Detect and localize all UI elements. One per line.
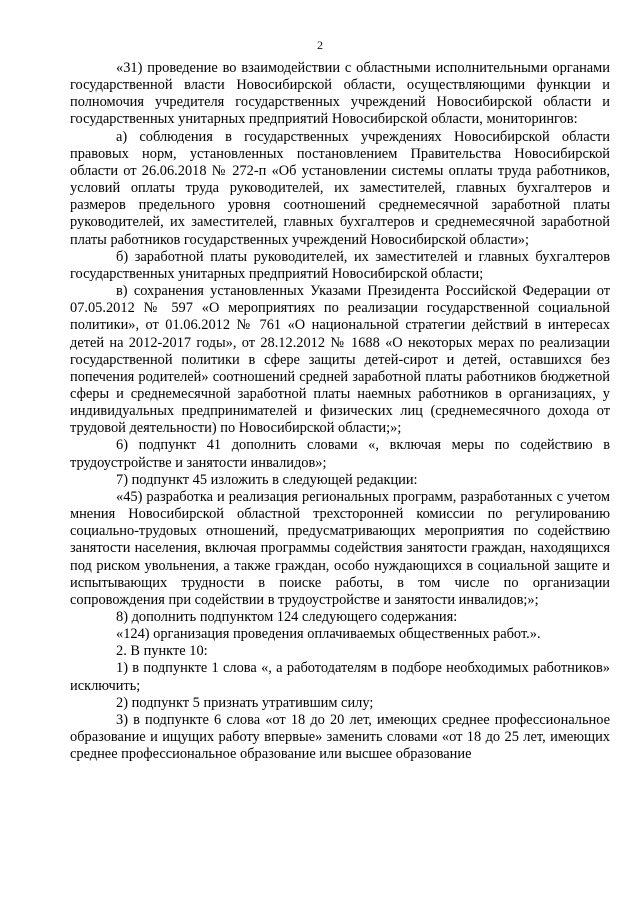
paragraph-45: «45) разработка и реализация региональных программ, разработанных с учетом мнения Новосибирской областной трехсторонней комиссии по регулированию социально-трудовых отношений, предусматривающих мероприятия по содействию занятости населения, включая программы содействия занятости граждан, находящихся под риском увольнения, а также граждан, особо нуждающихся в социальной защите и испытывающих трудности в поиске работы, в том числе по организации сопровождения при содействии в трудоустройстве и занятости инвалидов;»;: [70, 488, 610, 608]
paragraph-124: «124) организация проведения оплачиваемых общественных работ.».: [116, 626, 541, 643]
paragraph-10-3: 3) в подпункте 6 слова «от 18 до 20 лет, имеющих среднее профессиональное образование и ищущих работу впервые» заменить словами «от 18 до 25 лет, имеющих среднее профессиональное образование или высшее образование: [70, 711, 610, 763]
paragraph-item-8: 8) дополнить подпунктом 124 следующего содержания:: [116, 609, 458, 625]
paragraph-item-7: 7) подпункт 45 изложить в следующей редакции:: [116, 471, 418, 488]
paragraph-item-6: 6) подпункт 41 дополнить словами «, включая меры по содействию в трудоустройстве и занятости инвалидов»;: [70, 437, 610, 471]
paragraph-31: «31) проведение во взаимодействии с областными исполнительными органами государственной власти Новосибирской области, осуществляющими функции и полномочия учредителя государственных учреждений Новосибирской области и государственных унитарных предприятий Новосибирской области, мониторингов:: [70, 60, 610, 128]
page-number: 2: [317, 38, 323, 52]
paragraph-31-b: б) заработной платы руководителей, их заместителей и главных бухгалтеров государственных унитарных предприятий Новосибирской области;: [70, 248, 610, 282]
paragraph-31-v: в) сохранения установленных Указами Президента Российской Федерации от 07.05.2012 № 597 «О мероприятиях по реализации государственной социальной политики», от 01.06.2012 № 761 «О национальной стратегии действий в интересах детей на 2012-2017 годы», от 28.12.2012 № 1688 «О некоторых мерах по реализации государственной политики в сфере защиты детей-сирот и детей, оставшихся без попечения родителей» соотношений средней заработной платы работников бюджетной сферы и среднемесячной заработной платы наемных работников в организациях, у индивидуальных предпринимателей и физических лиц (среднемесячного дохода от трудовой деятельности) по Новосибирской области;»;: [70, 283, 610, 437]
paragraph-31-a: а) соблюдения в государственных учреждениях Новосибирской области правовых норм, установленных постановлением Правительства Новосибирской области от 26.06.2018 № 272-п «Об установлении системы оплаты труда работников, условий оплаты труда руководителей, их заместителей, главных бухгалтеров и размеров предельного уровня соотношений среднемесячной заработной платы руководителей, их заместителей, главных бухгалтеров и среднемесячной заработной платы работников государственных учреждений Новосибирской области»;: [70, 128, 610, 248]
document-body: [70, 60, 610, 763]
paragraph-10-2: 2) подпункт 5 признать утратившим силу;: [116, 694, 374, 711]
paragraph-10-1: 1) в подпункте 1 слова «, а работодателям в подборе необходимых работников» исключить;: [70, 660, 610, 694]
paragraph-point-10: 2. В пункте 10:: [116, 643, 208, 660]
